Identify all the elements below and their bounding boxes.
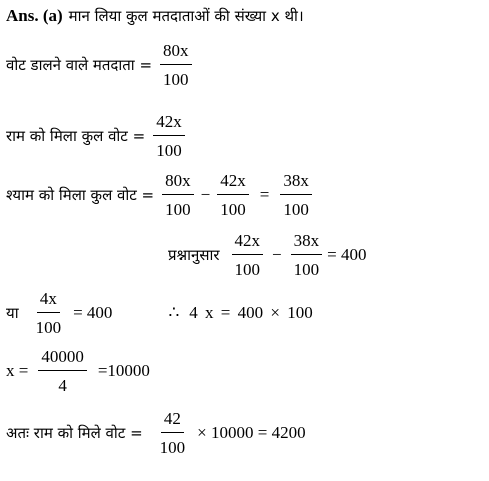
fraction-denominator: 100 <box>220 200 246 219</box>
ram-fraction <box>217 172 249 218</box>
simplify-line <box>6 290 313 336</box>
voters-fraction <box>160 42 192 88</box>
total-fraction <box>162 172 194 218</box>
condition-line <box>168 232 366 278</box>
equals-sign: = <box>259 185 270 204</box>
minus-sign: − <box>200 185 211 204</box>
ram-votes-fraction <box>153 113 185 159</box>
fraction-numerator: 80x <box>162 172 194 195</box>
condition-result: = 400 <box>327 245 367 264</box>
fraction-numerator: 4x <box>37 290 60 313</box>
x-equals: x = <box>6 361 29 380</box>
fraction-denominator: 100 <box>159 438 186 457</box>
fraction-numerator: 42x <box>217 172 249 195</box>
therefore-symbol: ∴ <box>168 303 180 322</box>
solve-x-line <box>6 348 150 394</box>
fraction-denominator: 100 <box>156 141 182 160</box>
final-result: × 10000 = 4200 <box>197 423 306 442</box>
x-fraction <box>38 348 87 394</box>
minus-sign: − <box>272 245 282 264</box>
fraction-numerator: 42x <box>153 113 185 136</box>
simplified-fraction <box>33 290 65 336</box>
fraction-numerator: 40000 <box>38 348 87 371</box>
fraction-denominator: 100 <box>163 70 189 89</box>
fraction-numerator: 80x <box>160 42 192 65</box>
x-result: =10000 <box>97 361 150 380</box>
shyam-votes-line <box>6 172 315 218</box>
assumption-text: मान लिया कुल मतदाताओं की संख्या x थी। <box>68 7 304 25</box>
shyam-votes-label: श्याम को मिला कुल वोट = <box>6 186 155 204</box>
ram-votes-line <box>6 113 188 159</box>
answer-heading <box>6 6 304 26</box>
voters-label: वोट डालने वाले मतदाता = <box>6 56 153 74</box>
ya-label: या <box>6 304 19 322</box>
shyam-fraction <box>291 232 323 278</box>
condition-label: प्रश्नानुसार <box>168 246 220 264</box>
final-fraction <box>157 410 189 456</box>
fraction-denominator: 100 <box>165 200 191 219</box>
voters-line <box>6 42 195 88</box>
fraction-numerator: 38x <box>280 172 312 195</box>
ram-votes-label: राम को मिला कुल वोट = <box>6 127 146 145</box>
fraction-numerator: 38x <box>291 232 323 255</box>
fraction-denominator: 100 <box>35 318 62 337</box>
fraction-denominator: 100 <box>293 260 320 279</box>
simplify-result: = 400 <box>73 303 113 322</box>
answer-label: Ans. (a) <box>6 6 63 25</box>
fraction-numerator: 42 <box>161 410 184 433</box>
fraction-denominator: 100 <box>283 200 309 219</box>
final-answer-label: अतः राम को मिले वोट = <box>6 424 143 442</box>
cross-multiply-equation: 4 x = 400 × 100 <box>189 303 313 322</box>
shyam-fraction <box>280 172 312 218</box>
fraction-denominator: 4 <box>58 376 67 395</box>
fraction-denominator: 100 <box>234 260 261 279</box>
final-answer-line <box>6 410 306 456</box>
ram-fraction <box>232 232 264 278</box>
fraction-numerator: 42x <box>232 232 264 255</box>
